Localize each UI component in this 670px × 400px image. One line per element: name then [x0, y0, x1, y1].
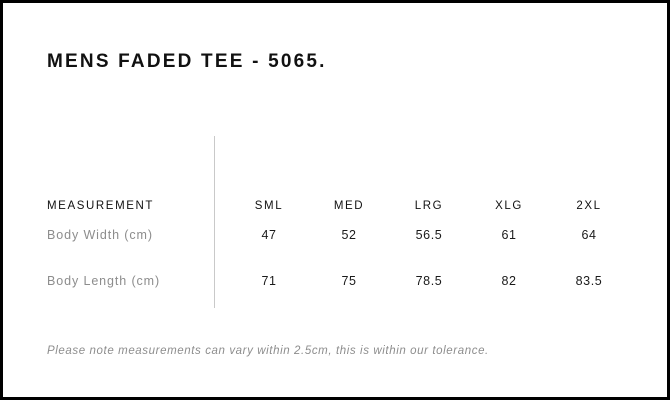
- size-table-container: [47, 136, 629, 304]
- table-row: [47, 212, 629, 258]
- cell-body-width-lrg: 56.5: [415, 228, 443, 242]
- cell-body-length-2xl: 83.5: [575, 274, 603, 288]
- header-measurement: MEASUREMENT: [47, 200, 155, 212]
- cell-body-width-sml: 47: [261, 228, 277, 242]
- cell-body-length-sml: 71: [261, 274, 277, 288]
- cell-body-width-xlg: 61: [501, 228, 517, 242]
- size-table: [47, 136, 629, 304]
- column-divider: [214, 136, 215, 308]
- page-content: [3, 3, 667, 397]
- page-title: MENS FADED TEE - 5065.: [47, 51, 327, 72]
- header-size-sml: SML: [254, 200, 284, 212]
- cell-body-width-med: 52: [341, 228, 357, 242]
- header-size-lrg: LRG: [414, 200, 444, 212]
- table-row: [47, 258, 629, 304]
- cell-body-length-xlg: 82: [501, 274, 517, 288]
- table-body: [47, 212, 629, 304]
- row-label-body-width: Body Width (cm): [47, 228, 153, 242]
- header-size-xlg: XLG: [495, 200, 523, 212]
- row-label-body-length: Body Length (cm): [47, 274, 161, 288]
- table-header-row: [47, 136, 629, 212]
- cell-body-length-med: 75: [341, 274, 357, 288]
- header-size-med: MED: [333, 200, 365, 212]
- tolerance-note: Please note measurements can vary within 2.5cm, this is within our tolerance.: [47, 345, 489, 357]
- header-size-2xl: 2XL: [576, 200, 602, 212]
- cell-body-length-lrg: 78.5: [415, 274, 443, 288]
- table-header: [47, 136, 629, 212]
- cell-body-width-2xl: 64: [581, 228, 597, 242]
